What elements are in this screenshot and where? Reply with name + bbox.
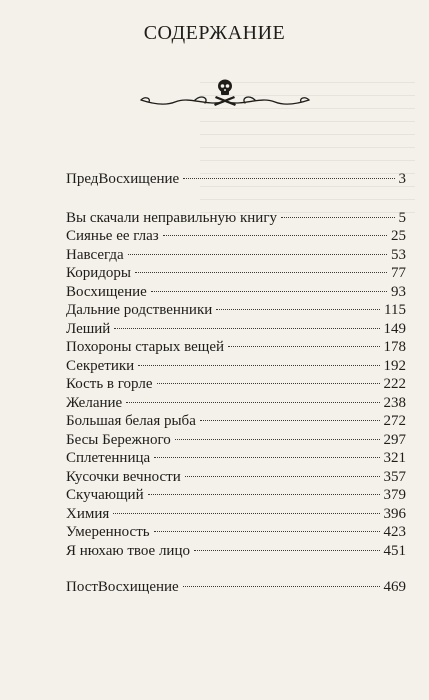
toc-entry bbox=[66, 246, 406, 265]
toc-entry bbox=[66, 431, 406, 450]
dot-leader bbox=[183, 586, 380, 587]
toc-entry-page-number: 115 bbox=[384, 302, 406, 318]
dot-leader bbox=[183, 178, 394, 179]
toc-entry-title: Умеренность bbox=[66, 524, 150, 540]
toc-entry-page-number: 93 bbox=[391, 283, 406, 300]
dot-leader bbox=[154, 531, 380, 532]
dot-leader bbox=[128, 254, 387, 255]
toc-entry-page-number: 77 bbox=[391, 265, 406, 281]
toc-entry-page-number: 469 bbox=[383, 579, 406, 595]
dot-leader bbox=[114, 328, 379, 329]
toc-entry bbox=[66, 412, 406, 431]
toc-entry-title: Секретики bbox=[66, 357, 135, 374]
toc-entry-page-number: 149 bbox=[383, 320, 406, 337]
toc-entry-page-number: 192 bbox=[383, 357, 406, 374]
toc-entry-page-number: 396 bbox=[383, 505, 406, 522]
toc-entry-title: Похороны старых вещей bbox=[66, 339, 225, 355]
dot-leader bbox=[194, 550, 380, 551]
toc-entry-title: Скучающий bbox=[66, 487, 144, 503]
toc-entry-title: Восхищение bbox=[66, 283, 147, 300]
dot-leader bbox=[157, 383, 380, 384]
dot-leader bbox=[148, 494, 380, 495]
dot-leader bbox=[163, 235, 387, 236]
dot-leader bbox=[151, 291, 387, 292]
toc-entry-title: Бесы Бережного bbox=[66, 431, 171, 448]
toc-entry-page-number: 25 bbox=[391, 228, 406, 244]
toc-entry bbox=[66, 338, 406, 357]
toc-entry-page-number: 297 bbox=[383, 431, 406, 448]
page-title: СОДЕРЖАНИЕ bbox=[143, 22, 286, 44]
toc-entry-title: Сиянье ее глаз bbox=[66, 228, 159, 244]
dot-leader bbox=[228, 346, 379, 347]
toc-entry bbox=[66, 283, 406, 302]
toc-entry-title: Желание bbox=[66, 394, 123, 411]
toc-entry bbox=[66, 227, 406, 246]
toc-entry-page-number: 451 bbox=[383, 542, 406, 559]
toc-entry bbox=[66, 357, 406, 376]
toc-entry-page-number: 178 bbox=[383, 339, 406, 355]
toc-entry-page-number: 3 bbox=[398, 171, 406, 187]
table-of-contents bbox=[66, 170, 406, 597]
dot-leader bbox=[185, 476, 380, 477]
toc-entry-title: Вы скачали неправильную книгу bbox=[66, 209, 277, 226]
toc-entry bbox=[66, 320, 406, 339]
toc-entry-title: Леший bbox=[66, 320, 111, 337]
toc-entry-title: Химия bbox=[66, 505, 110, 522]
dot-leader bbox=[175, 439, 380, 440]
dot-leader bbox=[200, 420, 380, 421]
dot-leader bbox=[281, 217, 395, 218]
toc-entry bbox=[66, 301, 406, 320]
toc-entry bbox=[66, 394, 406, 413]
dot-leader bbox=[135, 272, 387, 273]
toc-entry-page-number: 272 bbox=[383, 413, 406, 429]
toc-entry bbox=[66, 449, 406, 468]
toc-entry-page-number: 53 bbox=[391, 246, 406, 263]
toc-entry-page-number: 379 bbox=[383, 487, 406, 503]
dot-leader bbox=[138, 365, 379, 366]
toc-entry bbox=[66, 486, 406, 505]
toc-entry bbox=[66, 170, 406, 189]
toc-entry-page-number: 222 bbox=[383, 376, 406, 392]
toc-entry bbox=[66, 209, 406, 228]
dot-leader bbox=[216, 309, 380, 310]
toc-entry bbox=[66, 542, 406, 561]
toc-entry-title: Кость в горле bbox=[66, 376, 153, 392]
toc-entry-title: Сплетенница bbox=[66, 450, 151, 466]
toc-entry bbox=[66, 375, 406, 394]
toc-entry-title: Дальние родственники bbox=[66, 302, 213, 318]
dot-leader bbox=[113, 513, 379, 514]
toc-entry-title: ПостВосхищение bbox=[66, 579, 179, 595]
skull-crossbones-ornament-icon bbox=[135, 76, 315, 114]
toc-entry-page-number: 321 bbox=[383, 450, 406, 466]
toc-entry-page-number: 5 bbox=[398, 209, 406, 226]
toc-entry-title: ПредВосхищение bbox=[66, 171, 180, 187]
dot-leader bbox=[126, 402, 379, 403]
toc-entry-title: Я нюхаю твое лицо bbox=[66, 542, 190, 559]
toc-entry-page-number: 357 bbox=[383, 468, 406, 485]
toc-entry bbox=[66, 468, 406, 487]
toc-entry-title: Большая белая рыба bbox=[66, 413, 196, 429]
toc-entry bbox=[66, 505, 406, 524]
dot-leader bbox=[154, 457, 379, 458]
toc-entry bbox=[66, 264, 406, 283]
toc-entry bbox=[66, 523, 406, 542]
toc-entry-title: Кусочки вечности bbox=[66, 468, 181, 485]
toc-entry-title: Навсегда bbox=[66, 246, 124, 263]
toc-entry-page-number: 423 bbox=[383, 524, 406, 540]
toc-entry-page-number: 238 bbox=[383, 394, 406, 411]
toc-entry bbox=[66, 578, 406, 597]
toc-entry-title: Коридоры bbox=[66, 265, 131, 281]
